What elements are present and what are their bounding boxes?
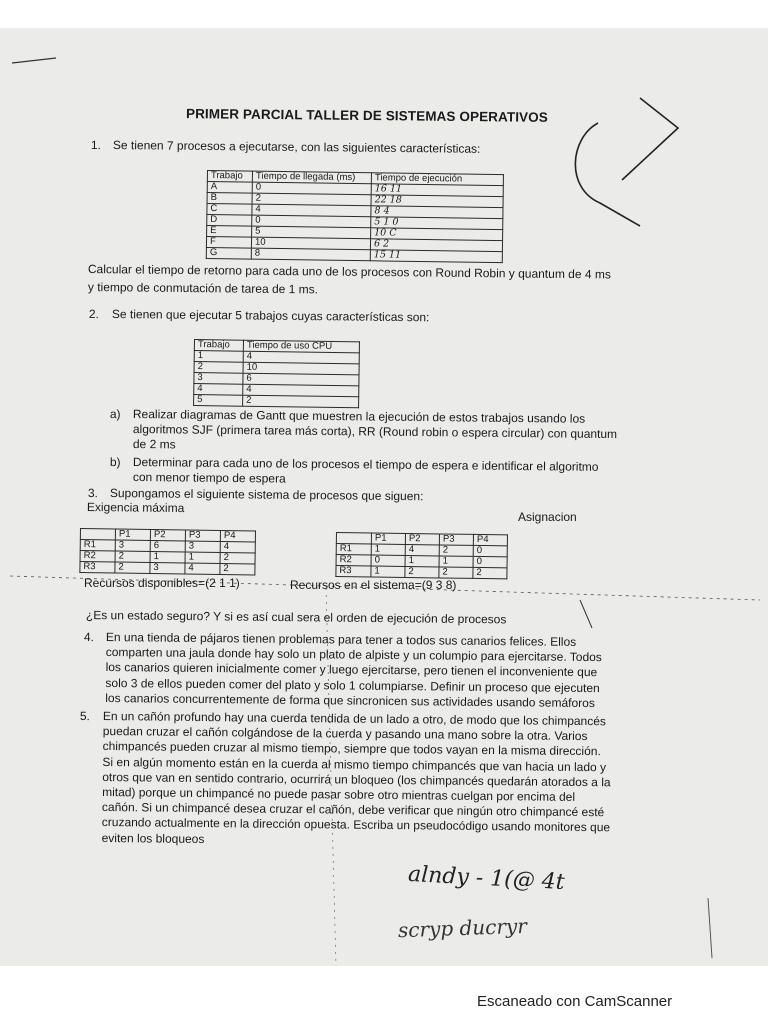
table-cell: G — [206, 247, 251, 259]
stray-mark — [708, 898, 712, 958]
table-cell: 8 — [251, 248, 370, 261]
q2-a-label: a) — [109, 407, 121, 422]
table-header-cell: P4 — [220, 530, 255, 541]
q3-available-resources: Recursos disponibles=(2 1 1) — [84, 576, 240, 590]
table-cell: 1 — [185, 552, 220, 563]
q4-line: comparten una jaula donde hay solo un plato de alpiste y un columpio para ejercitarse. Todos — [105, 645, 602, 665]
table-cell: R2 — [80, 551, 115, 562]
table-cell: 4 — [243, 351, 359, 364]
table-header-cell: P1 — [371, 533, 405, 544]
handwritten-note-1: alndy - 1(@ 4t — [407, 861, 566, 896]
q5-line: eviten los bloqueos — [101, 830, 205, 846]
table-cell: 2 — [252, 193, 371, 206]
q3-intro: Supongamos el siguiente sistema de procesos que siguen: — [109, 486, 424, 504]
table-cell-handwritten: 16 11 — [371, 184, 503, 197]
q1-intro: Se tienen 7 procesos a ejecutarse, con las siguientes características: — [112, 138, 481, 156]
table-cell: 1 — [439, 556, 473, 567]
table-row — [80, 562, 255, 575]
q3-max-label: Exigencia máxima — [86, 500, 185, 516]
table-cell-handwritten: 15 11 — [370, 250, 502, 263]
table-cell: 2 — [439, 567, 473, 578]
q4-line: los canarios concurrentemente de forma que sincronicen sus actividades usando semáforos — [105, 690, 595, 710]
table-cell: 3 — [150, 562, 185, 573]
handwritten-note-2: scryp ducryr — [397, 913, 528, 943]
table-row — [336, 566, 507, 579]
table-cell-handwritten: 8 4 — [371, 206, 503, 219]
table-header-cell: P3 — [439, 534, 473, 545]
q1-calc-line-2: y tiempo de conmutación de tarea de 1 ms. — [87, 280, 319, 297]
table-cell-handwritten: 5 1 0 — [371, 217, 503, 230]
q4-line: los canarios quieren inicialmente comer y luego ejercitarse, pero tienen el inconveniente que — [105, 660, 598, 680]
q4-body — [105, 630, 666, 712]
table-header-cell: P3 — [185, 530, 220, 541]
table-cell: 5 — [252, 226, 371, 239]
grade-arrow-mark — [622, 98, 678, 180]
table-cell: R2 — [336, 555, 371, 566]
page-title: PRIMER PARCIAL TALLER DE SISTEMAS OPERATIVOS — [185, 106, 549, 125]
table-cell: B — [207, 193, 252, 205]
table-cell: 3 — [115, 540, 150, 551]
table-cell: C — [207, 204, 252, 216]
q5-line: mitad) porque un chimpancé no puede pasar sobre otro mientras cuelgan por encima del — [102, 785, 576, 804]
table-cell: 6 — [150, 540, 185, 551]
table-cell: 4 — [220, 541, 255, 552]
q3-question: ¿Es un estado seguro? Y si es así cual sera el orden de ejecución de procesos — [85, 608, 507, 627]
table-cell: 2 — [243, 395, 359, 408]
table-cell: D — [207, 215, 252, 227]
q3-max-demand-table — [79, 528, 256, 575]
table-cell-handwritten: 6 2 — [370, 239, 502, 252]
table-cell: 5 — [194, 395, 243, 407]
table-cell: R1 — [336, 544, 371, 555]
table-cell: 2 — [220, 552, 255, 563]
table-cell: 1 — [405, 555, 439, 566]
q3-assignment-table — [335, 532, 508, 579]
table-cell: 4 — [194, 384, 243, 396]
table-cell: 1 — [371, 566, 405, 577]
table-cell: 1 — [371, 544, 405, 555]
table-cell: 4 — [185, 563, 220, 574]
q5-line: cañón. Si un chimpancé desea cruzar el cañón, debe verificar que ningún otro chimpancé esté — [101, 800, 605, 820]
table-cell: 2 — [115, 551, 150, 562]
table-cell: F — [206, 237, 251, 249]
stray-mark — [580, 600, 592, 628]
table-header-cell: P2 — [405, 533, 439, 544]
table-header-cell: Trabajo — [194, 340, 243, 352]
table-cell: 2 — [115, 562, 150, 573]
table-header-cell: Tiempo de ejecución — [371, 173, 503, 186]
q2-number: 2. — [88, 307, 100, 322]
table-cell: 4 — [243, 384, 359, 397]
table-cell: 0 — [473, 545, 507, 556]
table-cell: 10 — [251, 237, 370, 250]
scanner-watermark: Escaneado con CamScanner — [477, 993, 673, 1010]
table-cell-handwritten: 10 C — [371, 228, 503, 241]
table-cell: R3 — [80, 562, 115, 573]
q5-line: puedan cruzar el cañón colgándose de la cuerda y pasando una mano sobre la otra. Varios — [102, 724, 588, 744]
table-cell: R3 — [336, 566, 371, 577]
q4-line: En una tienda de pájaros tienen problemas para tener a todos sus canarios felices. Ellos — [105, 630, 577, 649]
table-cell: 4 — [405, 544, 439, 555]
q5-line: En un cañón profundo hay una cuerda tendida de un lado a otro, de modo que los chimpancés — [102, 709, 607, 729]
table-cell: 1 — [150, 551, 185, 562]
q1-number: 1. — [90, 138, 102, 153]
table-cell: R1 — [80, 540, 115, 551]
q3-number: 3. — [87, 486, 99, 501]
q4-number: 4. — [83, 630, 95, 645]
table-header-cell: P4 — [473, 534, 507, 545]
table-cell: 10 — [243, 362, 359, 375]
table-header-cell: P1 — [115, 529, 150, 540]
table-cell: 4 — [252, 204, 371, 217]
table-cell: 2 — [194, 362, 243, 374]
scanned-page — [0, 28, 768, 966]
table-cell: 3 — [194, 373, 243, 385]
stray-mark — [12, 58, 56, 63]
grade-circle-mark — [575, 123, 640, 226]
table-cell: A — [207, 182, 252, 194]
table-row — [194, 395, 359, 408]
table-header-cell: Tiempo de llegada (ms) — [252, 171, 371, 184]
table-cell: 6 — [243, 373, 359, 386]
q2-a-line-3: de 2 ms — [132, 437, 176, 452]
table-cell: 0 — [252, 182, 371, 195]
table-cell: 2 — [473, 567, 507, 578]
table-cell: 0 — [252, 215, 371, 228]
table-cell: 3 — [185, 541, 220, 552]
table-header-cell: Trabajo — [207, 171, 252, 183]
q5-line: Si en algún momento están en la cuerda al mismo tiempo chimpancés que van hacia un lado y — [102, 754, 607, 774]
q5-line: cruzando actualmente en la dirección opuesta. Escriba un pseudocódigo usando monitores que — [101, 815, 611, 835]
q2-intro: Se tienen que ejecutar 5 trabajos cuyas características son: — [111, 307, 430, 325]
q5-line: otros que van en sentido contrario, ocurrirá un bloqueo (los chimpancés quedarán atorados a la — [102, 769, 611, 790]
q5-number: 5. — [79, 709, 91, 724]
table-cell: 1 — [194, 351, 243, 363]
q2-jobs-table — [193, 339, 360, 408]
table-cell: 0 — [473, 556, 507, 567]
table-cell: 2 — [405, 566, 439, 577]
table-header-cell: P2 — [150, 529, 185, 540]
table-cell: 0 — [371, 555, 405, 566]
q2-a-line-1: Realizar diagramas de Gantt que muestren la ejecución de estos trabajos usando los — [132, 407, 586, 426]
q2-b-label: b) — [109, 455, 121, 470]
table-cell: 2 — [220, 563, 255, 574]
q5-body — [102, 709, 663, 852]
q4-line: solo 3 de ellos pueden comer del plato y solo 1 columpiarse. Definir un proceso que ejecuten — [105, 675, 600, 695]
q5-line: chimpancés pueden cruzar al mismo tiempo, siempre que todos vayan en la misma dirección. — [102, 739, 601, 759]
q2-b-line-1: Determinar para cada uno de los procesos el tiempo de espera e identificar el algoritmo — [132, 455, 599, 474]
table-cell: 2 — [439, 545, 473, 556]
q2-a-line-2: algoritmos SJF (primera tarea más corta), RR (Round robin o espera circular) con quantum — [132, 422, 618, 442]
q1-calc-line-1: Calcular el tiempo de retorno para cada uno de los procesos con Round Robin y quantum de 4 ms — [87, 262, 611, 282]
table-cell: E — [207, 226, 252, 238]
q3-system-resources: Recursos en el sistema=(9 3 8) — [290, 578, 457, 592]
q3-assign-label: Asignacion — [518, 510, 577, 524]
table-header-cell: Tiempo de uso CPU — [243, 340, 359, 353]
q2-b-line-2: con menor tiempo de espera — [132, 470, 286, 486]
q1-process-table — [206, 170, 504, 263]
table-cell-handwritten: 22 18 — [371, 195, 503, 208]
